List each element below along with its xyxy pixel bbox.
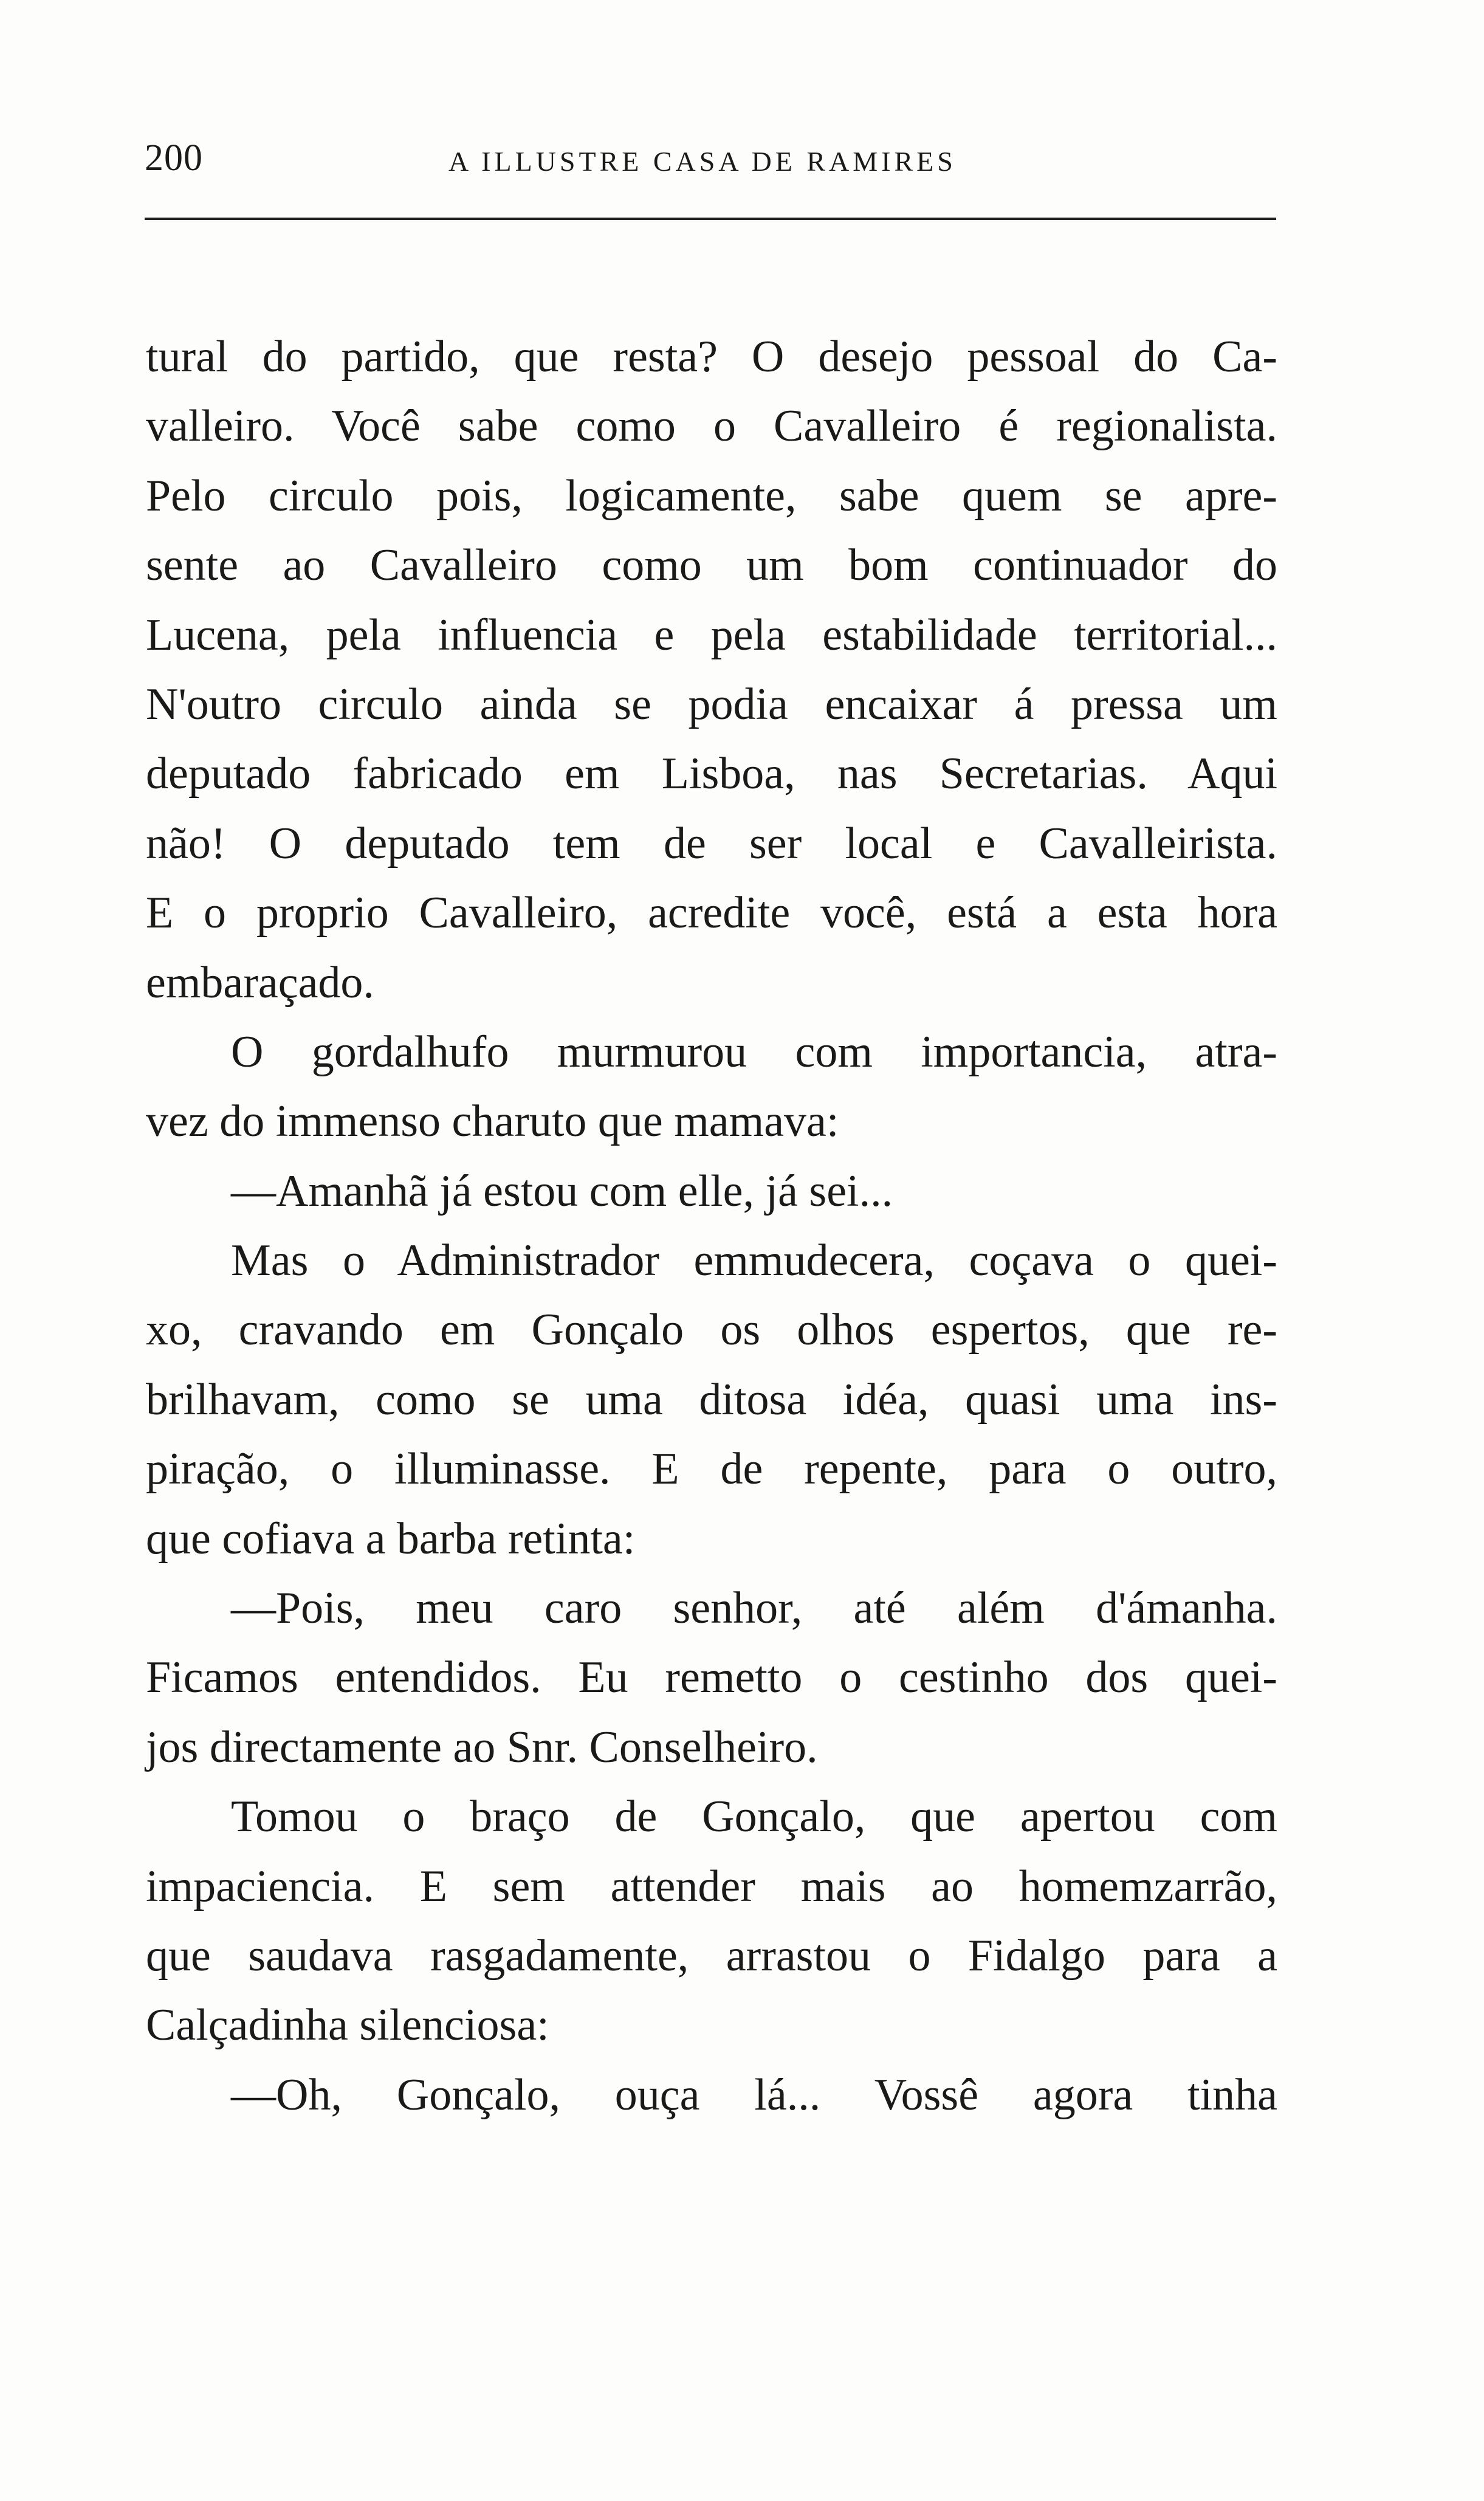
text-line: brilhavam, como se uma ditosa idéa, quasi uma ins- [146,1374,1277,1425]
text-line: valleiro. Você sabe como o Cavalleiro é regionalista. [146,401,1277,452]
text-line: Lucena, pela influencia e pela estabilidade territorial... [146,610,1277,660]
text-line: piração, o illuminasse. E de repente, para o outro, [146,1444,1277,1495]
text-line: O gordalhufo murmurou com importancia, atra- [231,1027,1277,1077]
text-line: não! O deputado tem de ser local e Cavalleirista. [146,818,1277,869]
running-title: A ILLUSTRE CASA DE RAMIRES [448,146,957,177]
text-line: —Pois, meu caro senhor, até além d'ámanha. [231,1583,1277,1634]
text-line: deputado fabricado em Lisboa, nas Secretarias. Aqui [146,749,1277,799]
text-line: vez do immenso charuto que mamava: [146,1096,839,1147]
text-line: Ficamos entendidos. Eu remetto o cestinho dos quei- [146,1653,1277,1703]
text-line: —Amanhã já estou com elle, já sei... [231,1166,893,1216]
text-line: tural do partido, que resta? O desejo pessoal do Ca- [146,332,1277,382]
text-line: jos directamente ao Snr. Conselheiro. [146,1722,818,1772]
text-line: embaraçado. [146,957,374,1008]
page-header [145,131,1275,185]
text-line: Calçadinha silenciosa: [146,2000,549,2051]
text-line: N'outro circulo ainda se podia encaixar á pressa um [146,679,1277,729]
text-line: Pelo circulo pois, logicamente, sabe quem se apre- [146,470,1277,521]
header-rule [145,218,1276,220]
text-line: impaciencia. E sem attender mais ao homemzarrão, [146,1861,1277,1911]
text-line: —Oh, Gonçalo, ouça lá... Vossê agora tinha [231,2069,1277,2120]
text-line: Mas o Administrador emmudecera, coçava o quei- [231,1236,1277,1286]
body-text [146,322,1277,2130]
page-number: 200 [145,137,203,179]
text-line: que saudava rasgadamente, arrastou o Fidalgo para a [146,1930,1277,1981]
text-line: sente ao Cavalleiro como um bom continuador do [146,540,1277,591]
text-line: que cofiava a barba retinta: [146,1513,636,1564]
text-line: E o proprio Cavalleiro, acredite você, está a esta hora [146,888,1277,938]
text-line: xo, cravando em Gonçalo os olhos espertos, que re- [146,1305,1277,1355]
text-line: Tomou o braço de Gonçalo, que apertou com [231,1792,1277,1842]
